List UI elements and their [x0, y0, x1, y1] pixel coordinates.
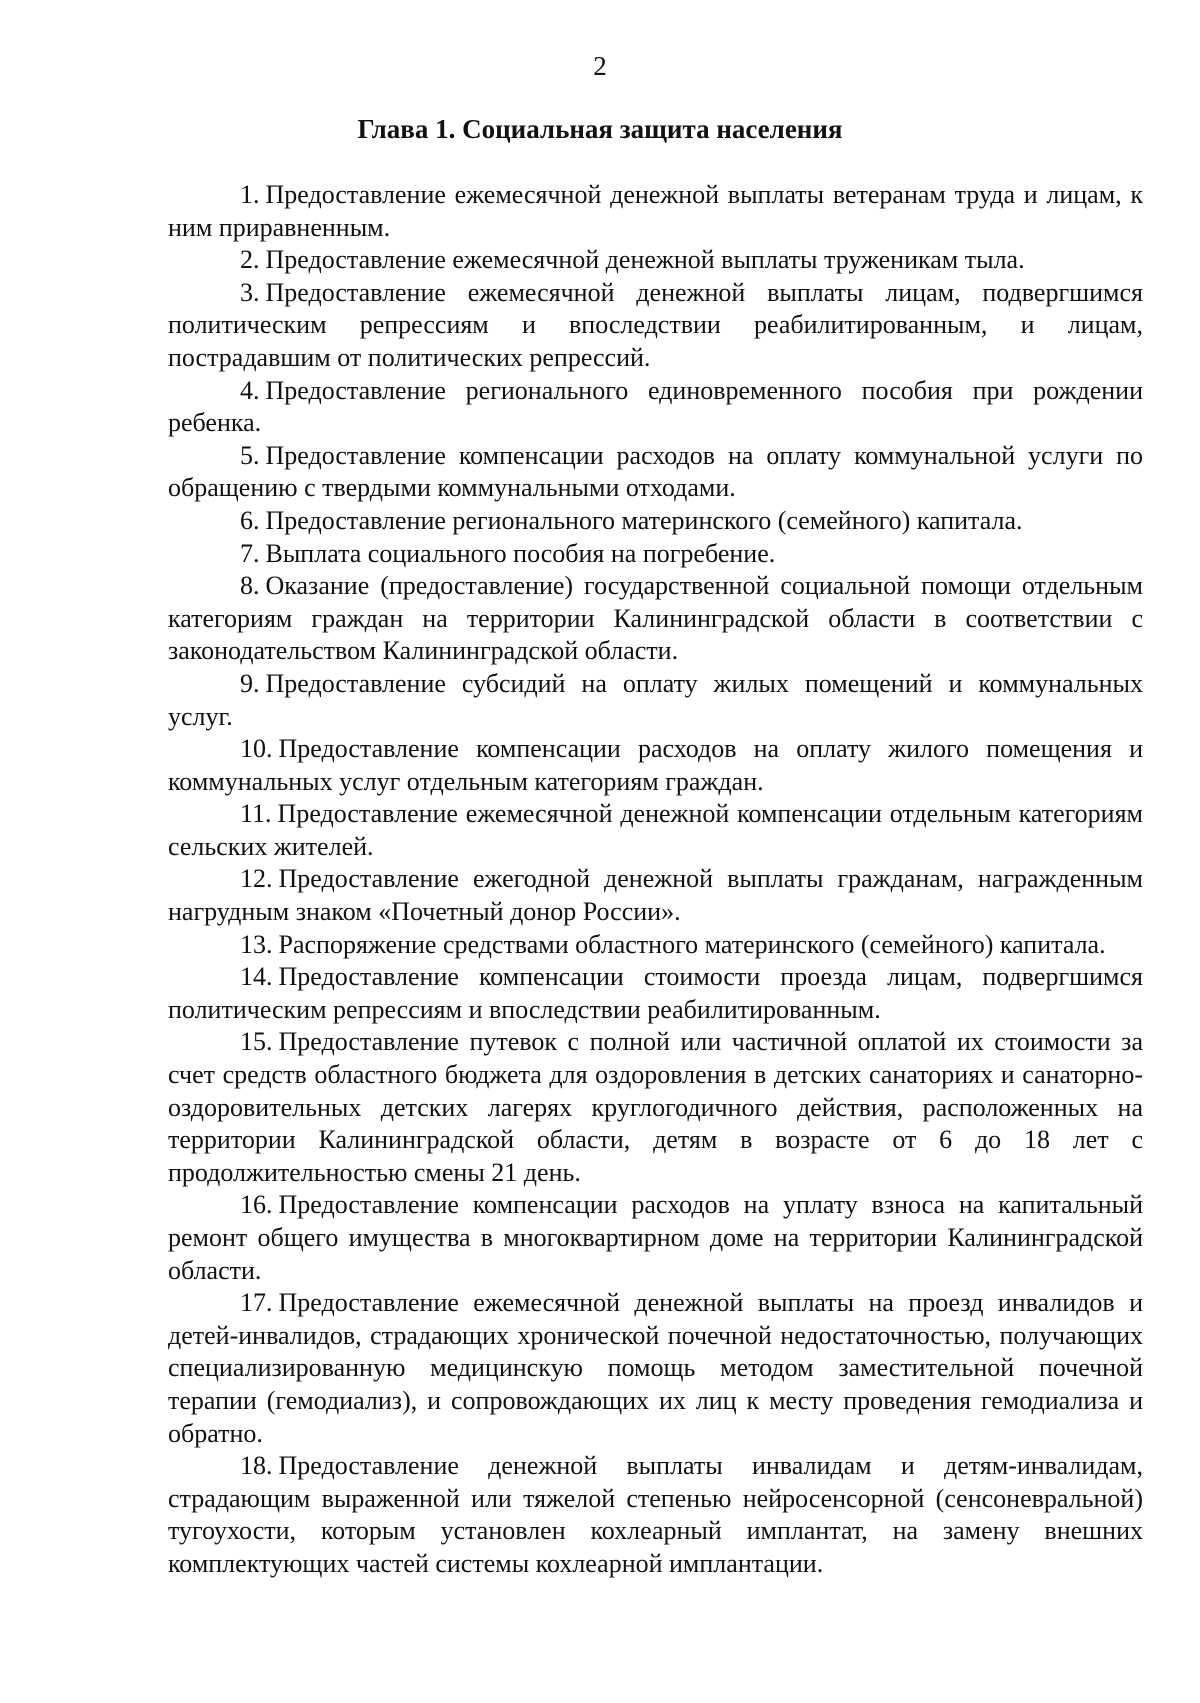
list-item-number: 14.: [240, 962, 273, 992]
list-item-text: Предоставление компенсации расходов на оплату коммунальной услуги по обращению с твердыми коммунальными отходами.: [168, 440, 1143, 503]
list-item-text: Предоставление субсидий на оплату жилых помещений и коммунальных услуг.: [168, 668, 1143, 731]
list-item-text: Предоставление ежемесячной денежной выплаты лицам, подвергшимся политическим репрессиям и впоследствии реабилитированным, и лицам, пострадавшим от политических репрессий.: [168, 277, 1143, 372]
list-item-number: 1.: [240, 180, 260, 209]
list-item-text: Распоряжение средствами областного материнского (семейного) капитала.: [278, 929, 1106, 959]
list-item-text: Предоставление компенсации стоимости проезда лицам, подвергшимся политическим репрессиям и впоследствии реабилитированным.: [168, 962, 1143, 1024]
list-item-text: Предоставление путевок с полной или частичной оплатой их стоимости за счет средств областного бюджета для оздоровления в детских санаториях и санаторно-оздоровительных детских лагерях круглогодичного действия, расположенных на территории Калининградской области, детям в возрасте от 6 до 18 лет с продолжительностью смены 21 день.: [168, 1027, 1143, 1187]
list-item: [168, 244, 1143, 277]
list-item-text: Выплата социального пособия на погребение.: [265, 538, 776, 568]
list-item: [168, 505, 1143, 538]
list-item-number: 16.: [240, 1190, 273, 1220]
service-list: [168, 179, 1143, 1581]
list-item-number: 8.: [240, 571, 260, 601]
list-item-number: 10.: [240, 734, 273, 764]
list-item-number: 4.: [240, 375, 260, 405]
list-item-number: 11.: [240, 799, 272, 829]
list-item-text: Предоставление денежной выплаты инвалидам и детям-инвалидам, страдающим выраженной или тяжелой степенью нейросенсорной (сенсоневральной) тугоухости, которым установлен кохлеарный имплантат, на замену внешних комплектующих частей системы кохлеарной имплантации.: [168, 1451, 1143, 1578]
list-item-text: Предоставление ежегодной денежной выплаты гражданам, награжденным нагрудным знаком «Почетный донор России».: [168, 864, 1143, 927]
list-item-number: 12.: [240, 864, 273, 894]
list-item-text: Предоставление ежемесячной денежной выплаты на проезд инвалидов и детей-инвалидов, страдающих хронической почечной недостаточностью, получающих специализированную медицинскую помощь методом заместительной почечной терапии (гемодиализ), и сопровождающих их лиц к месту проведения гемодиализа и обратно.: [168, 1288, 1143, 1448]
list-item-text: Предоставление компенсации расходов на уплату взноса на капитальный ремонт общего имущества в многоквартирном доме на территории Калининградской области.: [168, 1190, 1143, 1285]
list-item-number: 9.: [240, 668, 260, 698]
list-item-text: Оказание (предоставление) государственной социальной помощи отдельным категориям граждан на территории Калининградской области в соответствии с законодательством Калининградской области.: [168, 571, 1143, 666]
list-item: [168, 179, 1143, 244]
list-item: [168, 440, 1143, 505]
list-item: [168, 929, 1143, 962]
list-item: [168, 863, 1143, 928]
list-item-number: 18.: [240, 1451, 273, 1481]
list-item-number: 3.: [240, 277, 260, 307]
list-item: [168, 1026, 1143, 1189]
list-item-text: Предоставление компенсации расходов на оплату жилого помещения и коммунальных услуг отдельным категориям граждан.: [168, 734, 1143, 796]
list-item-text: Предоставление регионального единовременного пособия при рождении ребенка.: [168, 375, 1143, 438]
list-item-number: 2.: [240, 245, 260, 275]
list-item-number: 7.: [240, 538, 260, 568]
list-item: [168, 961, 1143, 1026]
list-item: [168, 570, 1143, 668]
list-item-number: 6.: [240, 505, 260, 535]
list-item-text: Предоставление регионального материнского (семейного) капитала.: [265, 505, 1023, 535]
list-item: [168, 538, 1143, 571]
list-item: [168, 1189, 1143, 1287]
list-item-number: 5.: [240, 440, 260, 470]
chapter-title: Глава 1. Социальная защита населения: [357, 114, 843, 144]
list-item: [168, 668, 1143, 733]
list-item-number: 15.: [240, 1027, 273, 1057]
list-item-number: 13.: [240, 929, 273, 959]
list-item: [168, 375, 1143, 440]
list-item-text: Предоставление ежемесячной денежной выплаты труженикам тыла.: [265, 245, 1025, 275]
list-item-text: Предоставление ежемесячной денежной выплаты ветеранам труда и лицам, к ним приравненным.: [168, 180, 1143, 242]
list-item: [168, 798, 1143, 863]
list-item: [168, 1450, 1143, 1580]
list-item: [168, 1287, 1143, 1450]
list-item: [168, 277, 1143, 375]
list-item-text: Предоставление ежемесячной денежной компенсации отдельным категориям сельских жителей.: [168, 799, 1143, 861]
page-number: 2: [593, 51, 607, 81]
list-item-number: 17.: [240, 1288, 273, 1318]
list-item: [168, 733, 1143, 798]
